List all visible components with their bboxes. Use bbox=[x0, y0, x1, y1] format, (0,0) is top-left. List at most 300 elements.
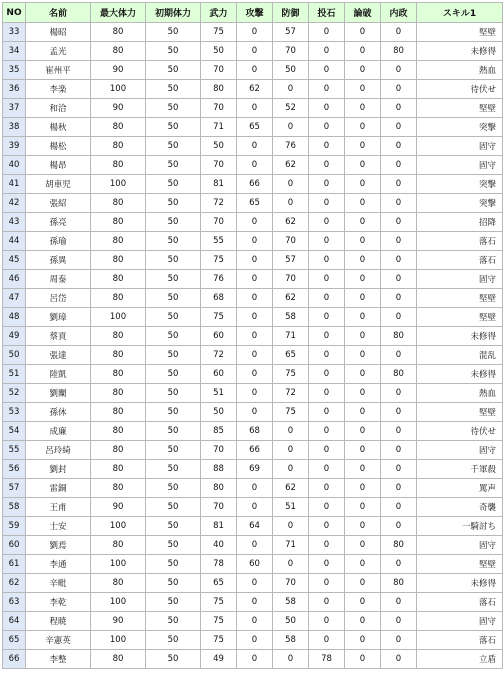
cell-name: 張紹 bbox=[26, 194, 91, 213]
cell-max-hp: 80 bbox=[91, 479, 146, 498]
cell-domestic: 0 bbox=[381, 61, 417, 80]
cell-name: 楊松 bbox=[26, 137, 91, 156]
cell-strength: 65 bbox=[201, 574, 237, 593]
table-row bbox=[3, 479, 503, 498]
cell-initial-hp: 50 bbox=[146, 479, 201, 498]
table-row bbox=[3, 327, 503, 346]
table-row bbox=[3, 460, 503, 479]
column-header-defense: 防御 bbox=[273, 3, 309, 23]
cell-skill1: 千軍殺 bbox=[417, 460, 503, 479]
cell-attack: 69 bbox=[237, 460, 273, 479]
table-row bbox=[3, 251, 503, 270]
cell-max-hp: 80 bbox=[91, 270, 146, 289]
cell-defense: 62 bbox=[273, 479, 309, 498]
cell-no: 36 bbox=[3, 80, 26, 99]
cell-no: 64 bbox=[3, 612, 26, 631]
cell-attack: 65 bbox=[237, 194, 273, 213]
cell-initial-hp: 50 bbox=[146, 460, 201, 479]
table-row bbox=[3, 213, 503, 232]
cell-domestic: 80 bbox=[381, 42, 417, 61]
cell-max-hp: 80 bbox=[91, 422, 146, 441]
cell-strength: 40 bbox=[201, 536, 237, 555]
cell-max-hp: 80 bbox=[91, 194, 146, 213]
cell-initial-hp: 50 bbox=[146, 498, 201, 517]
cell-domestic: 0 bbox=[381, 156, 417, 175]
cell-name: 孫異 bbox=[26, 251, 91, 270]
cell-stone-throw: 0 bbox=[309, 403, 345, 422]
cell-attack: 68 bbox=[237, 422, 273, 441]
cell-name: 程暁 bbox=[26, 612, 91, 631]
column-header-max-hp: 最大体力 bbox=[91, 3, 146, 23]
cell-attack: 0 bbox=[237, 42, 273, 61]
cell-no: 43 bbox=[3, 213, 26, 232]
cell-defense: 71 bbox=[273, 327, 309, 346]
cell-debate: 0 bbox=[345, 403, 381, 422]
cell-attack: 0 bbox=[237, 384, 273, 403]
cell-debate: 0 bbox=[345, 555, 381, 574]
cell-name: 孫瑜 bbox=[26, 232, 91, 251]
cell-no: 37 bbox=[3, 99, 26, 118]
cell-defense: 71 bbox=[273, 536, 309, 555]
table-row bbox=[3, 232, 503, 251]
cell-skill1: 落石 bbox=[417, 631, 503, 650]
cell-no: 50 bbox=[3, 346, 26, 365]
cell-skill1: 固守 bbox=[417, 441, 503, 460]
cell-stone-throw: 0 bbox=[309, 251, 345, 270]
cell-strength: 80 bbox=[201, 479, 237, 498]
cell-strength: 72 bbox=[201, 194, 237, 213]
cell-strength: 70 bbox=[201, 156, 237, 175]
cell-skill1: 一騎討ち bbox=[417, 517, 503, 536]
cell-domestic: 0 bbox=[381, 251, 417, 270]
cell-name: 成廉 bbox=[26, 422, 91, 441]
cell-defense: 70 bbox=[273, 42, 309, 61]
cell-debate: 0 bbox=[345, 384, 381, 403]
cell-name: 李整 bbox=[26, 650, 91, 669]
cell-max-hp: 80 bbox=[91, 460, 146, 479]
cell-attack: 0 bbox=[237, 213, 273, 232]
cell-skill1: 待伏せ bbox=[417, 80, 503, 99]
cell-max-hp: 80 bbox=[91, 289, 146, 308]
cell-name: 劉封 bbox=[26, 460, 91, 479]
cell-skill1: 落石 bbox=[417, 251, 503, 270]
cell-initial-hp: 50 bbox=[146, 346, 201, 365]
cell-initial-hp: 50 bbox=[146, 175, 201, 194]
cell-debate: 0 bbox=[345, 650, 381, 669]
cell-initial-hp: 50 bbox=[146, 422, 201, 441]
cell-domestic: 0 bbox=[381, 555, 417, 574]
header-row bbox=[3, 3, 503, 23]
cell-domestic: 0 bbox=[381, 232, 417, 251]
cell-domestic: 0 bbox=[381, 80, 417, 99]
cell-initial-hp: 50 bbox=[146, 42, 201, 61]
cell-strength: 85 bbox=[201, 422, 237, 441]
cell-skill1: 招降 bbox=[417, 213, 503, 232]
cell-max-hp: 80 bbox=[91, 536, 146, 555]
table-row bbox=[3, 175, 503, 194]
cell-initial-hp: 50 bbox=[146, 574, 201, 593]
cell-debate: 0 bbox=[345, 289, 381, 308]
cell-no: 53 bbox=[3, 403, 26, 422]
cell-strength: 50 bbox=[201, 42, 237, 61]
cell-initial-hp: 50 bbox=[146, 61, 201, 80]
cell-skill1: 立盾 bbox=[417, 650, 503, 669]
table-row bbox=[3, 346, 503, 365]
cell-max-hp: 100 bbox=[91, 308, 146, 327]
column-header-initial-hp: 初期体力 bbox=[146, 3, 201, 23]
cell-strength: 80 bbox=[201, 80, 237, 99]
cell-defense: 70 bbox=[273, 574, 309, 593]
cell-strength: 76 bbox=[201, 270, 237, 289]
cell-no: 42 bbox=[3, 194, 26, 213]
cell-strength: 50 bbox=[201, 403, 237, 422]
cell-skill1: 未修得 bbox=[417, 574, 503, 593]
cell-max-hp: 80 bbox=[91, 213, 146, 232]
cell-initial-hp: 50 bbox=[146, 612, 201, 631]
cell-domestic: 0 bbox=[381, 270, 417, 289]
table-row bbox=[3, 99, 503, 118]
cell-initial-hp: 50 bbox=[146, 650, 201, 669]
cell-attack: 62 bbox=[237, 80, 273, 99]
cell-stone-throw: 0 bbox=[309, 118, 345, 137]
cell-defense: 70 bbox=[273, 232, 309, 251]
cell-name: 呂玲綺 bbox=[26, 441, 91, 460]
cell-strength: 68 bbox=[201, 289, 237, 308]
cell-max-hp: 90 bbox=[91, 612, 146, 631]
cell-domestic: 0 bbox=[381, 175, 417, 194]
cell-skill1: 堅壁 bbox=[417, 99, 503, 118]
cell-attack: 0 bbox=[237, 631, 273, 650]
cell-max-hp: 80 bbox=[91, 118, 146, 137]
cell-no: 34 bbox=[3, 42, 26, 61]
cell-name: 蔡貢 bbox=[26, 327, 91, 346]
cell-max-hp: 80 bbox=[91, 23, 146, 42]
table-row bbox=[3, 650, 503, 669]
cell-initial-hp: 50 bbox=[146, 99, 201, 118]
cell-no: 56 bbox=[3, 460, 26, 479]
cell-no: 48 bbox=[3, 308, 26, 327]
cell-stone-throw: 0 bbox=[309, 270, 345, 289]
cell-max-hp: 80 bbox=[91, 365, 146, 384]
cell-skill1: 落石 bbox=[417, 232, 503, 251]
cell-attack: 0 bbox=[237, 327, 273, 346]
cell-debate: 0 bbox=[345, 346, 381, 365]
cell-no: 40 bbox=[3, 156, 26, 175]
cell-strength: 78 bbox=[201, 555, 237, 574]
cell-defense: 0 bbox=[273, 118, 309, 137]
cell-max-hp: 80 bbox=[91, 327, 146, 346]
cell-name: 劉闡 bbox=[26, 384, 91, 403]
cell-name: 孫亮 bbox=[26, 213, 91, 232]
cell-max-hp: 80 bbox=[91, 441, 146, 460]
cell-initial-hp: 50 bbox=[146, 593, 201, 612]
cell-debate: 0 bbox=[345, 251, 381, 270]
cell-attack: 60 bbox=[237, 555, 273, 574]
cell-strength: 50 bbox=[201, 137, 237, 156]
cell-debate: 0 bbox=[345, 498, 381, 517]
cell-strength: 75 bbox=[201, 593, 237, 612]
cell-initial-hp: 50 bbox=[146, 232, 201, 251]
cell-domestic: 0 bbox=[381, 23, 417, 42]
general-stats-table bbox=[2, 2, 503, 669]
cell-debate: 0 bbox=[345, 631, 381, 650]
cell-skill1: 未修得 bbox=[417, 327, 503, 346]
cell-attack: 66 bbox=[237, 175, 273, 194]
cell-stone-throw: 0 bbox=[309, 479, 345, 498]
cell-max-hp: 80 bbox=[91, 232, 146, 251]
cell-stone-throw: 0 bbox=[309, 612, 345, 631]
table-row bbox=[3, 365, 503, 384]
cell-name: 張達 bbox=[26, 346, 91, 365]
table-row bbox=[3, 23, 503, 42]
cell-debate: 0 bbox=[345, 42, 381, 61]
table-row bbox=[3, 289, 503, 308]
cell-strength: 70 bbox=[201, 61, 237, 80]
table-row bbox=[3, 574, 503, 593]
cell-debate: 0 bbox=[345, 422, 381, 441]
cell-strength: 70 bbox=[201, 213, 237, 232]
cell-debate: 0 bbox=[345, 99, 381, 118]
cell-max-hp: 80 bbox=[91, 346, 146, 365]
cell-defense: 0 bbox=[273, 650, 309, 669]
cell-attack: 66 bbox=[237, 441, 273, 460]
cell-stone-throw: 0 bbox=[309, 289, 345, 308]
cell-defense: 72 bbox=[273, 384, 309, 403]
cell-skill1: 堅壁 bbox=[417, 23, 503, 42]
cell-no: 45 bbox=[3, 251, 26, 270]
cell-initial-hp: 50 bbox=[146, 213, 201, 232]
cell-defense: 0 bbox=[273, 460, 309, 479]
cell-attack: 0 bbox=[237, 346, 273, 365]
cell-stone-throw: 0 bbox=[309, 175, 345, 194]
cell-strength: 51 bbox=[201, 384, 237, 403]
cell-defense: 58 bbox=[273, 308, 309, 327]
table-row bbox=[3, 308, 503, 327]
cell-strength: 75 bbox=[201, 251, 237, 270]
cell-max-hp: 80 bbox=[91, 251, 146, 270]
cell-domestic: 0 bbox=[381, 441, 417, 460]
cell-max-hp: 80 bbox=[91, 650, 146, 669]
table-row bbox=[3, 137, 503, 156]
cell-stone-throw: 0 bbox=[309, 194, 345, 213]
table-row bbox=[3, 403, 503, 422]
cell-skill1: 固守 bbox=[417, 137, 503, 156]
cell-name: 李楽 bbox=[26, 80, 91, 99]
cell-stone-throw: 0 bbox=[309, 99, 345, 118]
cell-defense: 57 bbox=[273, 23, 309, 42]
cell-name: 崔州平 bbox=[26, 61, 91, 80]
cell-domestic: 0 bbox=[381, 650, 417, 669]
cell-strength: 81 bbox=[201, 175, 237, 194]
cell-defense: 62 bbox=[273, 156, 309, 175]
cell-debate: 0 bbox=[345, 479, 381, 498]
cell-skill1: 堅壁 bbox=[417, 289, 503, 308]
cell-attack: 0 bbox=[237, 536, 273, 555]
cell-no: 47 bbox=[3, 289, 26, 308]
column-header-domestic: 内政 bbox=[381, 3, 417, 23]
table-row bbox=[3, 80, 503, 99]
cell-domestic: 0 bbox=[381, 99, 417, 118]
cell-no: 59 bbox=[3, 517, 26, 536]
cell-no: 65 bbox=[3, 631, 26, 650]
cell-name: 雷銅 bbox=[26, 479, 91, 498]
cell-skill1: 未修得 bbox=[417, 365, 503, 384]
cell-no: 66 bbox=[3, 650, 26, 669]
cell-skill1: 落石 bbox=[417, 593, 503, 612]
cell-no: 57 bbox=[3, 479, 26, 498]
cell-name: 辛毗 bbox=[26, 574, 91, 593]
cell-defense: 50 bbox=[273, 61, 309, 80]
cell-attack: 0 bbox=[237, 365, 273, 384]
cell-stone-throw: 0 bbox=[309, 574, 345, 593]
cell-initial-hp: 50 bbox=[146, 384, 201, 403]
cell-initial-hp: 50 bbox=[146, 308, 201, 327]
cell-strength: 75 bbox=[201, 612, 237, 631]
cell-defense: 62 bbox=[273, 289, 309, 308]
cell-name: 楊昭 bbox=[26, 23, 91, 42]
cell-domestic: 0 bbox=[381, 137, 417, 156]
cell-no: 61 bbox=[3, 555, 26, 574]
cell-skill1: 固守 bbox=[417, 270, 503, 289]
cell-name: 胡車児 bbox=[26, 175, 91, 194]
cell-initial-hp: 50 bbox=[146, 156, 201, 175]
cell-debate: 0 bbox=[345, 365, 381, 384]
cell-attack: 0 bbox=[237, 289, 273, 308]
cell-stone-throw: 0 bbox=[309, 42, 345, 61]
column-header-skill1: スキル1 bbox=[417, 3, 503, 23]
cell-domestic: 0 bbox=[381, 308, 417, 327]
cell-debate: 0 bbox=[345, 270, 381, 289]
cell-initial-hp: 50 bbox=[146, 631, 201, 650]
cell-debate: 0 bbox=[345, 574, 381, 593]
column-header-debate: 論破 bbox=[345, 3, 381, 23]
cell-name: 孫休 bbox=[26, 403, 91, 422]
cell-max-hp: 80 bbox=[91, 403, 146, 422]
cell-domestic: 0 bbox=[381, 593, 417, 612]
cell-defense: 70 bbox=[273, 270, 309, 289]
cell-defense: 51 bbox=[273, 498, 309, 517]
cell-stone-throw: 0 bbox=[309, 346, 345, 365]
cell-attack: 0 bbox=[237, 403, 273, 422]
cell-skill1: 堅壁 bbox=[417, 555, 503, 574]
table-row bbox=[3, 61, 503, 80]
cell-no: 58 bbox=[3, 498, 26, 517]
cell-debate: 0 bbox=[345, 612, 381, 631]
cell-defense: 75 bbox=[273, 403, 309, 422]
cell-stone-throw: 78 bbox=[309, 650, 345, 669]
column-header-name: 名前 bbox=[26, 3, 91, 23]
cell-defense: 0 bbox=[273, 422, 309, 441]
cell-name: 和洽 bbox=[26, 99, 91, 118]
table-row bbox=[3, 441, 503, 460]
cell-initial-hp: 50 bbox=[146, 80, 201, 99]
cell-domestic: 0 bbox=[381, 422, 417, 441]
cell-domestic: 0 bbox=[381, 460, 417, 479]
cell-name: 士安 bbox=[26, 517, 91, 536]
cell-skill1: 固守 bbox=[417, 156, 503, 175]
cell-strength: 88 bbox=[201, 460, 237, 479]
cell-skill1: 堅壁 bbox=[417, 308, 503, 327]
cell-debate: 0 bbox=[345, 593, 381, 612]
cell-attack: 0 bbox=[237, 156, 273, 175]
table-row bbox=[3, 593, 503, 612]
cell-initial-hp: 50 bbox=[146, 365, 201, 384]
cell-domestic: 0 bbox=[381, 403, 417, 422]
cell-attack: 0 bbox=[237, 308, 273, 327]
cell-domestic: 0 bbox=[381, 289, 417, 308]
cell-debate: 0 bbox=[345, 118, 381, 137]
cell-skill1: 待伏せ bbox=[417, 422, 503, 441]
cell-defense: 0 bbox=[273, 517, 309, 536]
cell-stone-throw: 0 bbox=[309, 422, 345, 441]
cell-defense: 0 bbox=[273, 80, 309, 99]
cell-debate: 0 bbox=[345, 536, 381, 555]
cell-defense: 52 bbox=[273, 99, 309, 118]
cell-max-hp: 80 bbox=[91, 574, 146, 593]
cell-debate: 0 bbox=[345, 194, 381, 213]
cell-name: 劉焉 bbox=[26, 536, 91, 555]
cell-defense: 58 bbox=[273, 593, 309, 612]
cell-stone-throw: 0 bbox=[309, 23, 345, 42]
table-row bbox=[3, 498, 503, 517]
cell-attack: 0 bbox=[237, 232, 273, 251]
cell-domestic: 0 bbox=[381, 479, 417, 498]
cell-defense: 58 bbox=[273, 631, 309, 650]
cell-debate: 0 bbox=[345, 137, 381, 156]
cell-name: 王甫 bbox=[26, 498, 91, 517]
cell-initial-hp: 50 bbox=[146, 517, 201, 536]
table-row bbox=[3, 156, 503, 175]
cell-initial-hp: 50 bbox=[146, 441, 201, 460]
cell-debate: 0 bbox=[345, 460, 381, 479]
cell-strength: 60 bbox=[201, 327, 237, 346]
cell-max-hp: 100 bbox=[91, 80, 146, 99]
cell-initial-hp: 50 bbox=[146, 289, 201, 308]
cell-defense: 50 bbox=[273, 612, 309, 631]
cell-stone-throw: 0 bbox=[309, 156, 345, 175]
cell-domestic: 0 bbox=[381, 213, 417, 232]
table-row bbox=[3, 384, 503, 403]
cell-name: 李乾 bbox=[26, 593, 91, 612]
cell-attack: 0 bbox=[237, 479, 273, 498]
cell-domestic: 0 bbox=[381, 498, 417, 517]
cell-attack: 0 bbox=[237, 612, 273, 631]
cell-skill1: 混乱 bbox=[417, 346, 503, 365]
cell-strength: 75 bbox=[201, 308, 237, 327]
cell-domestic: 80 bbox=[381, 574, 417, 593]
cell-domestic: 0 bbox=[381, 631, 417, 650]
cell-attack: 0 bbox=[237, 137, 273, 156]
cell-no: 39 bbox=[3, 137, 26, 156]
cell-defense: 0 bbox=[273, 194, 309, 213]
cell-max-hp: 100 bbox=[91, 175, 146, 194]
cell-debate: 0 bbox=[345, 175, 381, 194]
cell-name: 辛憲英 bbox=[26, 631, 91, 650]
cell-initial-hp: 50 bbox=[146, 403, 201, 422]
cell-strength: 75 bbox=[201, 631, 237, 650]
cell-skill1: 突撃 bbox=[417, 175, 503, 194]
cell-no: 35 bbox=[3, 61, 26, 80]
cell-attack: 0 bbox=[237, 99, 273, 118]
cell-no: 63 bbox=[3, 593, 26, 612]
cell-strength: 70 bbox=[201, 498, 237, 517]
cell-strength: 55 bbox=[201, 232, 237, 251]
cell-max-hp: 80 bbox=[91, 137, 146, 156]
cell-domestic: 80 bbox=[381, 365, 417, 384]
cell-skill1: 奇襲 bbox=[417, 498, 503, 517]
cell-skill1: 未修得 bbox=[417, 42, 503, 61]
cell-max-hp: 90 bbox=[91, 61, 146, 80]
